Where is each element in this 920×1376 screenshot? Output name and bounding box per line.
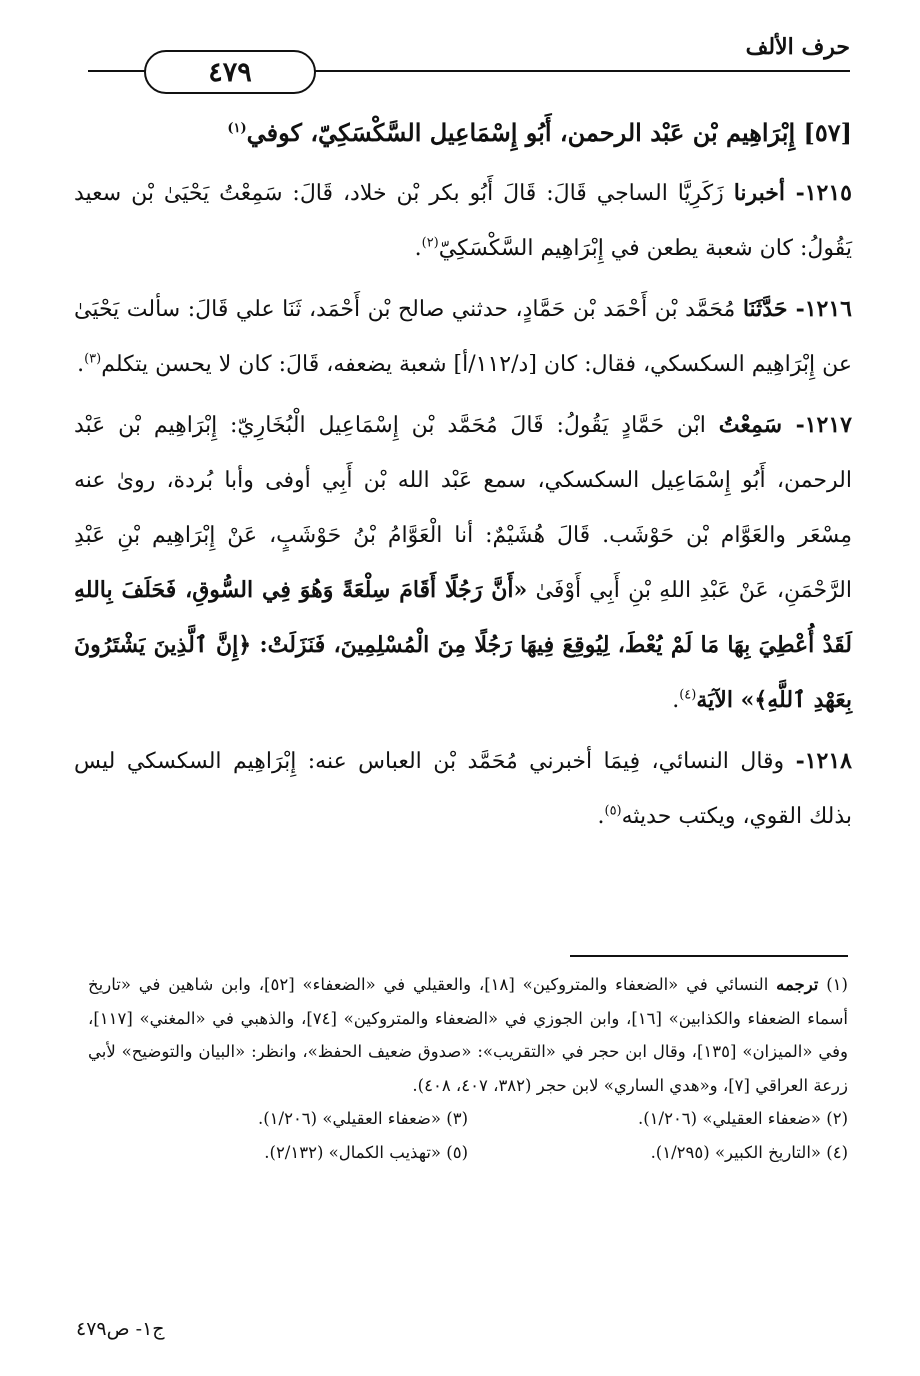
footnote-text: النسائي في «الضعفاء والمتروكين» [١٨]، والعقيلي في «الضعفاء» [٥٢]، وابن شاهين في «تاريخ أسماء الضعفاء والكذابين» [١٦]، وابن الجوزي في «الضعفاء والمتروكين» [٧٤]، والذهبي في «المغني» [١١٧]، وفي «الميزان» [١٣٥]، وقال ابن حجر في «التقريب»: «صدوق ضعيف الحفظ»، وانظر: «البيان والتوضيح» لأبي زرعة العراقي [٧]، و«هدي الساري» لابن حجر (٣٨٢، ٤٠٧، ٤٠٨). [88,975,848,1095]
paragraph-1216 [74,282,852,392]
footnote-ref: (٢) [421,235,439,251]
footnotes [88,968,848,1169]
footnote-2: (٢) «ضعفاء العقيلي» (١/٢٠٦). [637,1109,848,1128]
paragraph-text: مُحَمَّد بْن أَحْمَد بْن حَمَّادٍ، حدثني صالح بْن أَحْمَد، ثَنَا علي قَالَ: سألت يَحْيَىٰ عن إِبْرَاهِيم السكسكي، فقال: كان [د/١١٢/أ] شعبة يضعفه، قَالَ: كان لا يحسن يتكلم [74,297,852,377]
footnote-ref: (١) [227,121,247,136]
entry-title-text: [٥٧] إِبْرَاهِيم بْن عَبْد الرحمن، أَبُو إِسْمَاعِيل السَّكْسَكِيّ، كوفي [246,118,852,147]
hadith-text: «أَنَّ رَجُلًا أَقَامَ سِلْعَةً وَهُوَ فِي السُّوقِ، فَحَلَفَ بِاللهِ لَقَدْ أُعْطِيَ بِهَا مَا لَمْ يُعْطَ، لِيُوقِعَ فِيهَا رَجُلًا مِنَ الْمُسْلِمِينَ، فَنَزَلَتْ: ﴿إِنَّ ٱلَّذِينَ يَشْتَرُونَ بِعَهْدِ ٱللَّهِ﴾» الآيَة [74,577,852,713]
paragraph-lead: ١٢١٥- أخبرنا [733,180,852,206]
footnote-3: (٣) «ضعفاء العقيلي» (١/٢٠٦). [257,1109,468,1128]
footnote-4: (٤) «التاريخ الكبير» (١/٢٩٥). [650,1142,848,1162]
footnote-1 [88,968,848,1102]
paragraph-lead: ١٢١٧- سَمِعْتُ [718,412,852,438]
paragraph-tail: . [672,688,680,713]
main-text [74,104,852,850]
footnote-ref: (٣) [84,351,102,367]
paragraph-text: وقال النسائي، فِيمَا أخبرني مُحَمَّد بْن العباس عنه: إِبْرَاهِيم السكسكي ليس بذلك القوي، ويكتب حديثه [74,749,852,829]
footnote-ref: (٥) [604,803,622,819]
page-number-badge: ٤٧٩ [144,50,316,94]
paragraph-lead: ١٢١٦- حَدَّثَنَا [742,296,852,322]
paragraph-1218 [74,734,852,844]
paragraph-tail: . [77,352,85,377]
paragraph-tail: . [414,236,422,261]
volume-page-signature: ج١- ص٤٧٩ [76,1318,165,1340]
footnote-row [88,1136,848,1170]
footnote-keyword: ترجمه [776,975,819,994]
paragraph-text: ابْن حَمَّادٍ يَقُولُ: قَالَ مُحَمَّد بْن إِسْمَاعِيل الْبُخَارِيّ: إِبْرَاهِيم بْن عَبْد الرحمن، أَبُو إِسْمَاعِيل السكسكي، سمع عَبْد الله بْن أَبِي أوفى وأبا بُردة، روىٰ عنه مِسْعَر والعَوَّام بْن حَوْشَب. قَالَ هُشَيْمٌ: أنا الْعَوَّامُ بْنُ حَوْشَبٍ، عَنْ إِبْرَاهِيم بْنِ عَبْدِ الرَّحْمَنِ، عَنْ عَبْدِ اللهِ بْنِ أَبِي أَوْفَىٰ [74,413,852,603]
paragraph-1217 [74,398,852,728]
page-header [88,30,850,90]
chapter-title: حرف الألف [745,34,850,60]
paragraph-tail: . [597,804,605,829]
footnote-row [88,1102,848,1136]
footnote-number: (١) [826,975,848,994]
footnote-5: (٥) «تهذيب الكمال» (٢/١٣٢). [264,1142,468,1162]
footnote-separator [570,955,848,957]
paragraph-lead: ١٢١٨- [795,748,852,774]
paragraph-text: زَكَرِيَّا الساجي قَالَ: قَالَ أَبُو بكر بْن خلاد، قَالَ: سَمِعْتُ يَحْيَىٰ بْن سعيد يَقُولُ: كان شعبة يطعن في إِبْرَاهِيم السَّكْسَكِيّ [74,181,852,261]
paragraph-1215 [74,166,852,276]
footnote-ref: (٤) [679,687,697,703]
entry-title [74,104,852,162]
